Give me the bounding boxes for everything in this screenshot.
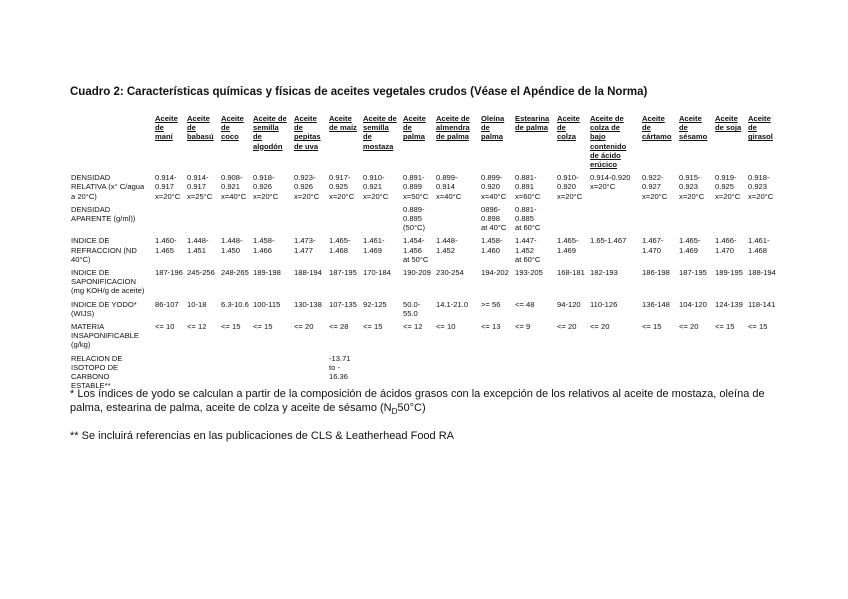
cell-value: 1.460- 1.465 (155, 236, 177, 255)
table-cell (154, 173, 186, 205)
column-header (252, 114, 293, 173)
cell-value: 1.447- 1.452 at 60°C (515, 236, 541, 264)
cell-value: 248-265 (221, 268, 249, 278)
table-cell (714, 173, 747, 205)
cell-value: 130-138 (294, 299, 322, 309)
cell-value: 170-184 (363, 268, 391, 278)
table-cell (402, 236, 435, 268)
table-cell (556, 236, 589, 268)
table-header (70, 114, 780, 173)
row-label (70, 236, 154, 268)
cell-value: 193-205 (515, 268, 543, 278)
column-header-label: Aceite de soja (715, 114, 742, 133)
table-cell (480, 300, 514, 322)
cell-value: <= 15 (363, 322, 383, 332)
table-row (70, 236, 780, 268)
row-label-text: DENSIDAD APARENTE (g/ml)) (71, 204, 136, 224)
column-header-label: Aceite de coco (221, 114, 244, 142)
cell-value: <= 15 (253, 322, 273, 332)
row-label (70, 268, 154, 300)
cell-value: 0.917- 0.925 x=20°C (329, 173, 355, 201)
table-cell (714, 205, 747, 237)
cell-value: 0.881- 0.885 at 60°C (515, 204, 541, 233)
table-cell (556, 322, 589, 354)
cell-value: 188-194 (748, 268, 776, 278)
column-header-label: Aceite de pepitas de uva (294, 114, 321, 151)
table-body (70, 173, 780, 394)
table-cell (589, 205, 641, 237)
column-header-label: Aceite de semilla de mostaza (363, 114, 397, 151)
table-cell (402, 268, 435, 300)
column-header-label: Aceite de colza de bajo contenido de ácido erúcico (590, 114, 627, 170)
cell-value: 1.467- 1.470 (642, 236, 664, 255)
cell-value: 1.448- 1.452 (436, 236, 458, 255)
cell-value: 0.910- 0.921 x=20°C (363, 173, 389, 201)
table-cell (514, 236, 556, 268)
column-header-label: Estearina de palma (515, 114, 550, 133)
table-cell (252, 300, 293, 322)
table-cell (641, 322, 678, 354)
table-cell (714, 236, 747, 268)
cell-value: 188-194 (294, 268, 322, 278)
column-header (328, 114, 362, 173)
table-cell (678, 205, 714, 237)
cell-value: 0896- 0.898 at 40°C (481, 204, 507, 233)
cell-value: 190-209 (403, 268, 431, 278)
table-cell (678, 173, 714, 205)
cell-value: <= 28 (329, 322, 349, 332)
cell-value: <= 9 (515, 322, 531, 332)
column-header (186, 114, 220, 173)
table-cell (556, 173, 589, 205)
column-header-label: Aceite de sésamo (679, 114, 708, 142)
table-cell (328, 205, 362, 237)
table-cell (556, 300, 589, 322)
cell-value: <= 20 (294, 322, 314, 332)
table-cell (362, 173, 402, 205)
column-header-label: Aceite de palma (403, 114, 426, 142)
cell-value: 1.465- 1.468 (329, 236, 351, 255)
row-label (70, 205, 154, 237)
cell-value: 0.914- 0.917 x=20°C (155, 173, 181, 201)
table-cell (252, 236, 293, 268)
table-cell (678, 300, 714, 322)
header-row (70, 114, 780, 173)
column-header (293, 114, 328, 173)
column-header-label: Aceite de maíz (329, 114, 357, 133)
cell-value: 189-198 (253, 268, 281, 278)
table-cell (328, 322, 362, 354)
table-row (70, 300, 780, 322)
table-cell (480, 268, 514, 300)
cell-value: 118-141 (748, 299, 776, 309)
cell-value: 0.899- 0.914 x=40°C (436, 173, 462, 201)
table-cell (514, 173, 556, 205)
column-header (678, 114, 714, 173)
cell-value: <= 10 (155, 322, 175, 332)
table-cell (641, 268, 678, 300)
column-header-label: Aceite de maní (155, 114, 178, 142)
cell-value: 86-107 (155, 299, 179, 309)
table-cell (747, 173, 780, 205)
table-cell (362, 268, 402, 300)
table-row (70, 322, 780, 354)
column-header-label: Aceite de girasol (748, 114, 773, 142)
table-cell (154, 236, 186, 268)
table-cell (293, 205, 328, 237)
table-cell (293, 300, 328, 322)
cell-value: <= 15 (221, 322, 241, 332)
table-cell (328, 268, 362, 300)
cell-value: 194-202 (481, 268, 509, 278)
cell-value: 168-181 (557, 268, 585, 278)
row-label (70, 173, 154, 205)
table-cell (328, 236, 362, 268)
table-cell (154, 300, 186, 322)
footnote-iodine (70, 388, 778, 418)
table-cell (293, 173, 328, 205)
table-cell (154, 268, 186, 300)
table-cell (154, 322, 186, 354)
cell-value: -13.71 to - 16.36 (329, 353, 351, 382)
table-cell (747, 268, 780, 300)
table-cell (362, 205, 402, 237)
column-header (154, 114, 186, 173)
column-header-label: Aceite de semilla de algodón (253, 114, 287, 151)
cell-value: 187-195 (329, 268, 357, 278)
cell-value: 50.0- 55.0 (403, 299, 421, 318)
table-cell (186, 205, 220, 237)
cell-value: 110-126 (590, 299, 618, 309)
cell-value: 0.915- 0.923 x=20°C (679, 173, 705, 201)
table-cell (678, 322, 714, 354)
cell-value: 107-135 (329, 299, 357, 309)
table-cell (186, 322, 220, 354)
table-cell (154, 205, 186, 237)
table-cell (362, 300, 402, 322)
table-cell (220, 268, 252, 300)
table-cell (402, 300, 435, 322)
cell-value: <= 12 (403, 322, 423, 332)
cell-value: 245-256 (187, 268, 215, 278)
cell-value: 1.461- 1.469 (363, 236, 385, 255)
cell-value: <= 20 (679, 322, 699, 332)
cell-value: 0.881- 0.891 x=60°C (515, 173, 541, 201)
table-cell (678, 268, 714, 300)
table-cell (589, 268, 641, 300)
table-cell (514, 268, 556, 300)
table-cell (435, 205, 480, 237)
table-cell (589, 322, 641, 354)
cell-value: 187-195 (679, 268, 707, 278)
cell-value: 14.1-21.0 (436, 299, 469, 309)
cell-value: <= 48 (515, 299, 535, 309)
table-cell (514, 322, 556, 354)
row-label-text: INDICE DE SAPONIFICACION (mg KOH/g de aceite) (71, 268, 145, 296)
column-header-label: Aceite de colza (557, 114, 580, 142)
table-cell (641, 300, 678, 322)
cell-value: <= 20 (590, 322, 610, 332)
cell-value: 100-115 (253, 299, 281, 309)
table-cell (747, 322, 780, 354)
table-title: Cuadro 2: Características químicas y físicas de aceites vegetales crudos (Véase el Apéndice de la Norma) (70, 86, 648, 98)
cell-value: <= 15 (748, 322, 768, 332)
cell-value: 1.473- 1.477 (294, 236, 316, 255)
cell-value: 1.465- 1.469 (557, 236, 579, 255)
table-cell (220, 173, 252, 205)
table-cell (362, 236, 402, 268)
cell-value: <= 10 (436, 322, 456, 332)
table-cell (714, 300, 747, 322)
cell-value: 10-18 (187, 299, 207, 309)
cell-value: 6.3-10.6 (221, 299, 249, 309)
cell-value: 1.465- 1.469 (679, 236, 701, 255)
table-cell (328, 173, 362, 205)
row-label-text: MATERIA INSAPONIFICABLE (g/kg) (71, 322, 139, 350)
cell-value: 189-195 (715, 268, 743, 278)
cell-value: 0.899- 0.920 x=40°C (481, 173, 507, 201)
cell-value: 0.919- 0.925 x=20°C (715, 173, 741, 201)
table-cell (589, 300, 641, 322)
column-header (556, 114, 589, 173)
table-cell (435, 322, 480, 354)
cell-value: 0.922- 0.927 x=20°C (642, 173, 668, 201)
cell-value: 1.454- 1.456 at 50°C (403, 236, 429, 264)
cell-value: 1.65-1.467 (590, 236, 627, 246)
row-label-text: RELACION DE ISOTOPO DE CARBONO ESTABLE** (71, 353, 123, 391)
column-header (220, 114, 252, 173)
table-cell (714, 322, 747, 354)
cell-value: <= 13 (481, 322, 501, 332)
table-cell (362, 322, 402, 354)
table-cell (220, 300, 252, 322)
column-header (714, 114, 747, 173)
cell-value: 1.458- 1.460 (481, 236, 503, 255)
footnote-iodine-text: * Los índices de yodo se calculan a partir de la composición de ácidos grasos con la excepción de los relativos al aceite de mostaza, oleína de palma, estearina de palma, aceite de colza y aceite de sésamo (N (70, 388, 765, 414)
row-label (70, 300, 154, 322)
cell-value: 1.461- 1.468 (748, 236, 770, 255)
cell-value: 0.918- 0.923 x=20°C (748, 173, 774, 201)
cell-value: 0.889- 0.895 (50°C) (403, 204, 426, 233)
table-cell (747, 300, 780, 322)
table-cell (252, 322, 293, 354)
cell-value: 0.923- 0.926 x=20°C (294, 173, 320, 201)
cell-value: 124-139 (715, 299, 743, 309)
table-row (70, 268, 780, 300)
table-cell (220, 236, 252, 268)
cell-value: <= 15 (715, 322, 735, 332)
table-cell (589, 173, 641, 205)
table-cell (186, 300, 220, 322)
table-cell (220, 205, 252, 237)
footnote-iodine-end: 50°C) (397, 401, 426, 414)
table-row (70, 205, 780, 237)
table-cell (747, 236, 780, 268)
cell-value: 104-120 (679, 299, 707, 309)
table-cell (714, 268, 747, 300)
cell-value: 1.448- 1.450 (221, 236, 243, 255)
table-cell (252, 268, 293, 300)
table-cell (402, 173, 435, 205)
column-header (747, 114, 780, 173)
column-header (641, 114, 678, 173)
table-cell (556, 205, 589, 237)
table-cell (747, 205, 780, 237)
row-label-text: DENSIDAD RELATIVA (x° C/agua a 20°C) (71, 173, 145, 201)
cell-value: 1.458- 1.466 (253, 236, 275, 255)
cell-value: 230-254 (436, 268, 464, 278)
table-row (70, 173, 780, 205)
table-cell (480, 205, 514, 237)
table-cell (480, 322, 514, 354)
cell-value: 0.918- 0.926 x=20°C (253, 173, 279, 201)
cell-value: <= 12 (187, 322, 207, 332)
table-cell (641, 205, 678, 237)
cell-value: <= 20 (557, 322, 577, 332)
table-cell (435, 268, 480, 300)
cell-value: 92-125 (363, 299, 387, 309)
cell-value: 1.448- 1.451 (187, 236, 209, 255)
table-cell (435, 300, 480, 322)
column-header (480, 114, 514, 173)
table-cell (556, 268, 589, 300)
column-header (514, 114, 556, 173)
column-header-label: Oleína de palma (481, 114, 505, 142)
cell-value: 136-148 (642, 299, 670, 309)
cell-value: 0.914- 0.917 x=25°C (187, 173, 213, 201)
header-corner (70, 114, 154, 173)
table-cell (293, 322, 328, 354)
table-cell (186, 268, 220, 300)
column-header (362, 114, 402, 173)
footnote-references: ** Se incluirá referencias en las publicaciones de CLS & Leatherhead Food RA (70, 430, 455, 442)
table-cell (186, 173, 220, 205)
cell-value: 186-198 (642, 268, 670, 278)
column-header-label: Aceite de babasú (187, 114, 214, 142)
table-cell (435, 173, 480, 205)
cell-value: 0.908- 0.921 x=40°C (221, 173, 247, 201)
column-header-label: Aceite de almendra de palma (436, 114, 470, 142)
table-cell (589, 236, 641, 268)
table-cell (514, 300, 556, 322)
table-cell (252, 205, 293, 237)
footnote-iodine-subscript: D (391, 406, 398, 416)
column-header (402, 114, 435, 173)
cell-value: 0.891- 0.899 x=50°C (403, 173, 429, 201)
cell-value: 0.914-0.920 x=20°C (590, 173, 631, 192)
table-cell (514, 205, 556, 237)
table-cell (293, 236, 328, 268)
row-label-text: INDICE DE REFRACCION (ND 40°C) (71, 236, 137, 264)
cell-value: <= 15 (642, 322, 662, 332)
table-cell (402, 322, 435, 354)
column-header (589, 114, 641, 173)
table-cell (186, 236, 220, 268)
cell-value: 1.466- 1.470 (715, 236, 737, 255)
table-cell (402, 205, 435, 237)
cell-value: 182-193 (590, 268, 618, 278)
table-cell (480, 173, 514, 205)
column-header (435, 114, 480, 173)
row-label-text: INDICE DE YODO* (WIJS) (71, 299, 137, 318)
table-cell (252, 173, 293, 205)
cell-value: 187-196 (155, 268, 183, 278)
row-label (70, 322, 154, 354)
oil-characteristics-table (70, 114, 780, 394)
table-cell (293, 268, 328, 300)
table-cell (641, 173, 678, 205)
table-cell (328, 300, 362, 322)
cell-value: >= 56 (481, 299, 501, 309)
table-cell (678, 236, 714, 268)
table-cell (435, 236, 480, 268)
table-cell (641, 236, 678, 268)
cell-value: 0.910- 0.920 x=20°C (557, 173, 583, 201)
table-cell (220, 322, 252, 354)
table-cell (480, 236, 514, 268)
column-header-label: Aceite de cártamo (642, 114, 672, 142)
cell-value: 94-120 (557, 299, 581, 309)
